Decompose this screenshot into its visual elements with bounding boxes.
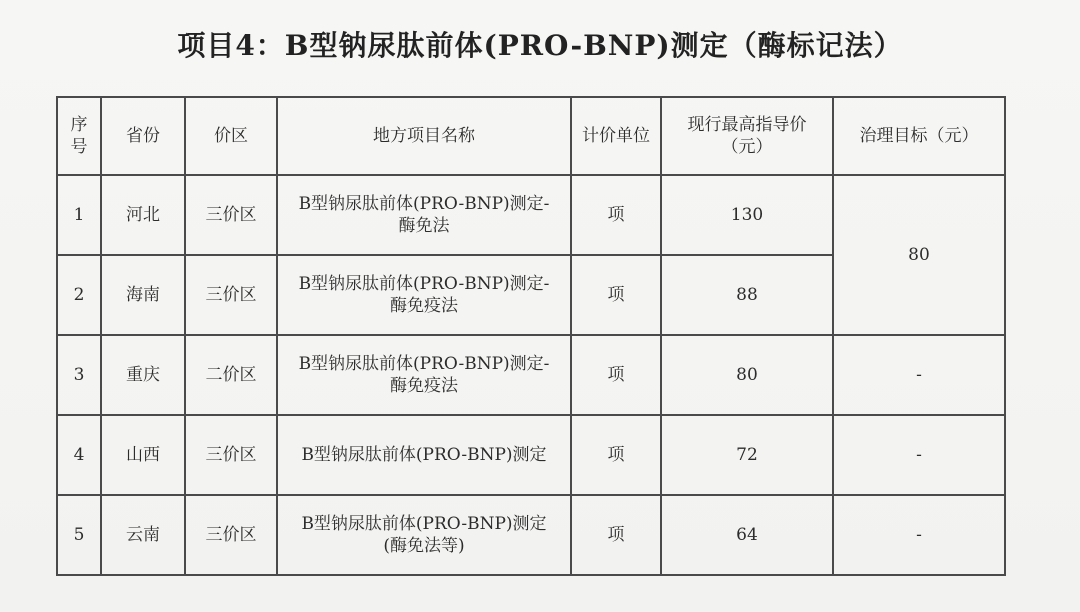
- cell-name: B型钠尿肽前体(PRO-BNP)测定- 酶免法: [277, 175, 571, 255]
- table-row: [57, 335, 1005, 415]
- cell-zone: 三价区: [185, 175, 277, 255]
- cell-price: 72: [661, 415, 833, 495]
- cell-no: 3: [57, 335, 101, 415]
- cell-unit: 项: [571, 415, 661, 495]
- page-title: 项目4：B型钠尿肽前体(PRO-BNP)测定（酶标记法）: [177, 29, 903, 62]
- cell-province: 山西: [101, 415, 185, 495]
- cell-name: B型钠尿肽前体(PRO-BNP)测定 (酶免法等): [277, 495, 571, 575]
- cell-zone: 三价区: [185, 255, 277, 335]
- cell-no: 1: [57, 175, 101, 255]
- table-header-row: [57, 97, 1005, 175]
- cell-price: 80: [661, 335, 833, 415]
- cell-target: -: [833, 415, 1005, 495]
- header-no: 序 号: [57, 97, 101, 175]
- cell-unit: 项: [571, 175, 661, 255]
- cell-no: 4: [57, 415, 101, 495]
- cell-target-merged: 80: [833, 175, 1005, 335]
- cell-price: 130: [661, 175, 833, 255]
- cell-province: 海南: [101, 255, 185, 335]
- cell-target: -: [833, 335, 1005, 415]
- cell-no: 2: [57, 255, 101, 335]
- header-target: 治理目标（元）: [833, 97, 1005, 175]
- cell-zone: 三价区: [185, 415, 277, 495]
- cell-unit: 项: [571, 255, 661, 335]
- cell-unit: 项: [571, 495, 661, 575]
- cell-zone: 二价区: [185, 335, 277, 415]
- table-row: [57, 495, 1005, 575]
- header-price: 现行最高指导价 （元）: [661, 97, 833, 175]
- cell-name: B型钠尿肽前体(PRO-BNP)测定- 酶免疫法: [277, 255, 571, 335]
- header-local-name: 地方项目名称: [277, 97, 571, 175]
- header-unit: 计价单位: [571, 97, 661, 175]
- cell-target: -: [833, 495, 1005, 575]
- price-table: [56, 96, 1006, 576]
- cell-name: B型钠尿肽前体(PRO-BNP)测定- 酶免疫法: [277, 335, 571, 415]
- cell-province: 重庆: [101, 335, 185, 415]
- header-zone: 价区: [185, 97, 277, 175]
- header-province: 省份: [101, 97, 185, 175]
- cell-price: 64: [661, 495, 833, 575]
- cell-price: 88: [661, 255, 833, 335]
- cell-no: 5: [57, 495, 101, 575]
- cell-zone: 三价区: [185, 495, 277, 575]
- cell-name: B型钠尿肽前体(PRO-BNP)测定: [277, 415, 571, 495]
- cell-unit: 项: [571, 335, 661, 415]
- table-row: [57, 175, 1005, 255]
- cell-province: 河北: [101, 175, 185, 255]
- table-row: [57, 415, 1005, 495]
- cell-province: 云南: [101, 495, 185, 575]
